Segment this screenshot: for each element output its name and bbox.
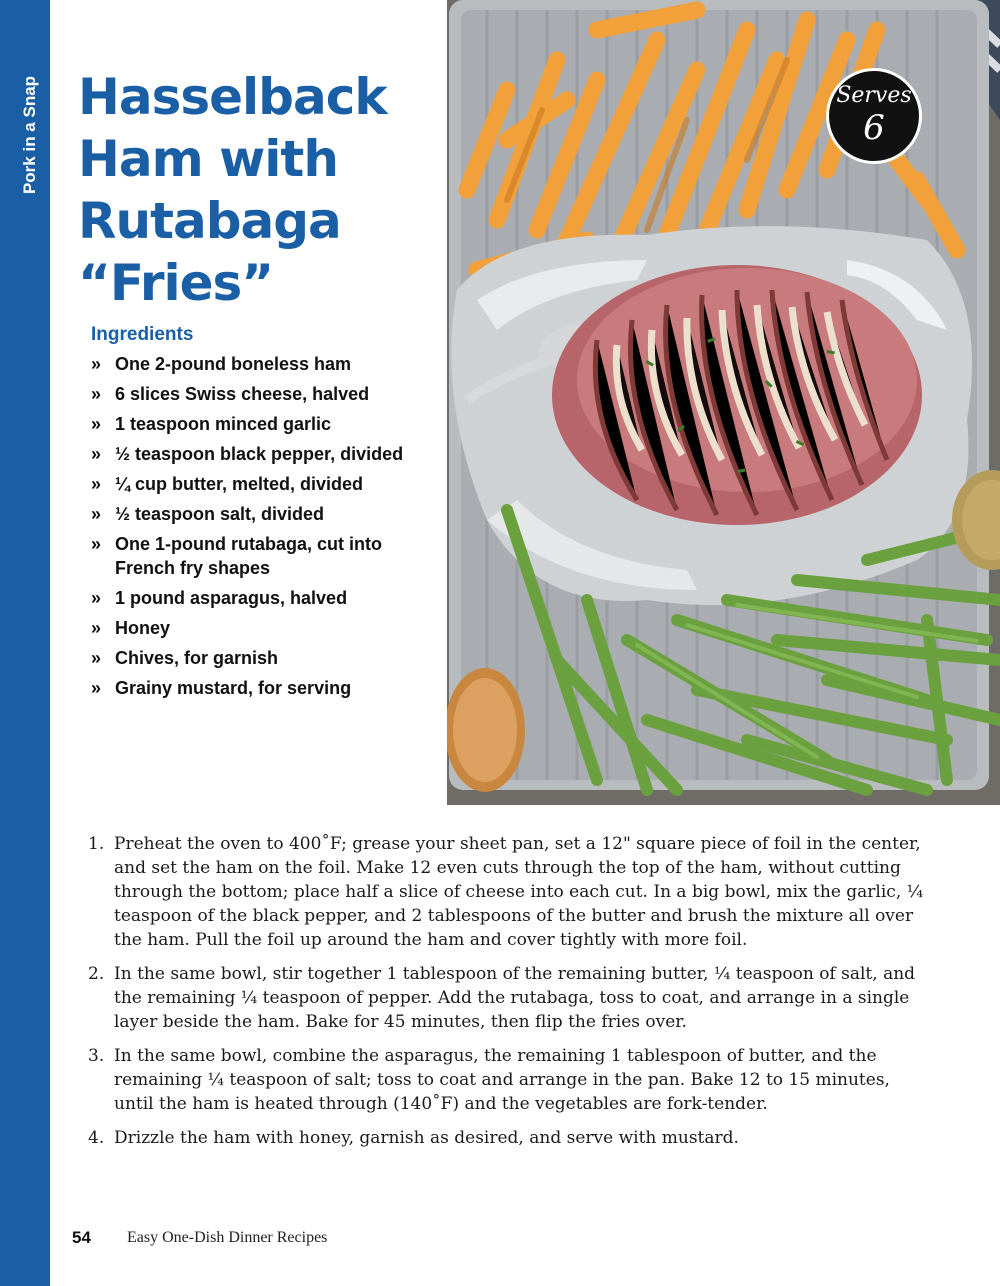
title-line-4: “Fries” <box>78 254 274 312</box>
ingredient-item <box>91 442 436 466</box>
ingredient-text: ½ teaspoon salt, divided <box>115 504 325 524</box>
ingredients-heading: Ingredients <box>91 324 194 345</box>
title-line-2: Ham with <box>78 130 338 188</box>
ingredient-item <box>91 352 436 376</box>
title-line-1: Hasselback <box>78 68 387 126</box>
serves-label: Serves <box>836 83 912 108</box>
bullet-marker: » <box>91 678 102 698</box>
step-number: 2. <box>88 964 105 984</box>
ingredient-text: Grainy mustard, for serving <box>115 678 352 698</box>
step-number: 3. <box>88 1046 105 1066</box>
instruction-step <box>88 962 928 1034</box>
instruction-step <box>88 1126 928 1150</box>
serves-count: 6 <box>863 108 885 148</box>
bullet-marker: » <box>91 618 102 638</box>
step-number: 4. <box>88 1128 105 1148</box>
ingredient-text: One 1-pound rutabaga, cut into French fry shapes <box>115 534 382 578</box>
instruction-step <box>88 1044 928 1116</box>
ingredient-item <box>91 616 436 640</box>
ingredient-text: Chives, for garnish <box>115 648 279 668</box>
title-line-3: Rutabaga <box>78 192 341 250</box>
step-number: 1. <box>88 834 105 854</box>
ingredient-item <box>91 586 436 610</box>
ingredient-item <box>91 532 436 580</box>
bullet-marker: » <box>91 444 102 464</box>
ingredient-text: ¼ cup butter, melted, divided <box>115 474 364 494</box>
step-text: In the same bowl, stir together 1 tablespoon of the remaining butter, ¼ teaspoon of salt, and the remaining ¼ teaspoon of pepper. Add the rutabaga, toss to coat, and arrange in a single layer beside the ham. Bake for 45 minutes, then flip the fries over. <box>114 964 916 1032</box>
ingredient-item <box>91 676 436 700</box>
step-text: In the same bowl, combine the asparagus, the remaining 1 tablespoon of butter, and the remaining ¼ teaspoon of salt; toss to coat and arrange in the pan. Bake 12 to 15 minutes, until the ham is heated through (140˚F) and the vegetables are fork-tender. <box>114 1046 890 1114</box>
bullet-marker: » <box>91 414 102 434</box>
page-number: 54 <box>72 1228 91 1247</box>
ingredient-text: 1 teaspoon minced garlic <box>115 414 332 434</box>
bullet-marker: » <box>91 504 102 524</box>
ingredients-list <box>91 352 436 706</box>
ingredient-item <box>91 412 436 436</box>
recipe-title <box>78 66 438 314</box>
serves-badge <box>826 68 922 164</box>
ingredient-item <box>91 646 436 670</box>
book-title: Easy One-Dish Dinner Recipes <box>127 1229 328 1246</box>
instructions-list <box>88 832 928 1160</box>
bullet-marker: » <box>91 534 102 554</box>
section-tab-label: Pork in a Snap <box>20 75 39 195</box>
ingredient-text: 1 pound asparagus, halved <box>115 588 348 608</box>
bullet-marker: » <box>91 648 102 668</box>
ingredient-item <box>91 472 436 496</box>
step-text: Preheat the oven to 400˚F; grease your sheet pan, set a 12" square piece of foil in the center, and set the ham on the foil. Make 12 even cuts through the top of the ham, without cutting through the bottom; place half a slice of cheese into each cut. In a big bowl, mix the garlic, ¼ teaspoon of the black pepper, and 2 tablespoons of the butter and brush the mixture all over the ham. Pull the foil up around the ham and cover tightly with more foil. <box>114 834 924 950</box>
bullet-marker: » <box>91 384 102 404</box>
ingredient-text: Honey <box>115 618 171 638</box>
section-tab <box>0 0 50 260</box>
ingredient-text: One 2-pound boneless ham <box>115 354 352 374</box>
step-text: Drizzle the ham with honey, garnish as desired, and serve with mustard. <box>114 1128 739 1148</box>
ingredient-item <box>91 382 436 406</box>
instruction-step <box>88 832 928 952</box>
ingredient-item <box>91 502 436 526</box>
section-sidebar <box>0 0 50 1286</box>
bullet-marker: » <box>91 588 102 608</box>
ingredient-text: 6 slices Swiss cheese, halved <box>115 384 370 404</box>
ingredient-text: ½ teaspoon black pepper, divided <box>115 444 404 464</box>
bullet-marker: » <box>91 354 102 374</box>
bullet-marker: » <box>91 474 102 494</box>
